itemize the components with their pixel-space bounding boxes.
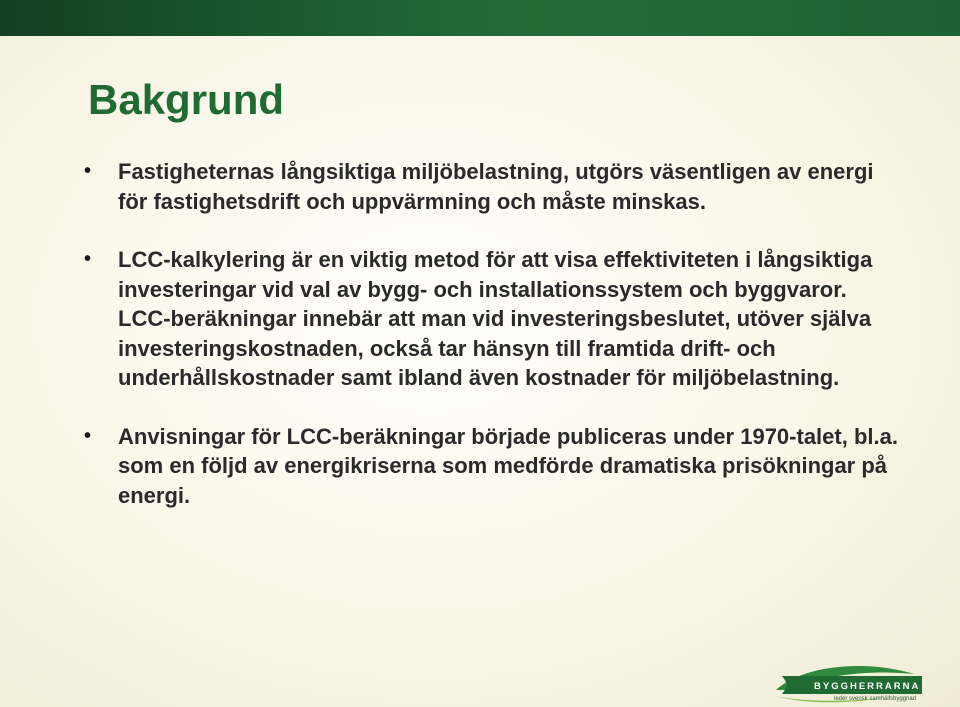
bullet-dot-icon: • xyxy=(84,424,92,447)
byggherrarna-logo xyxy=(774,660,924,706)
logo-name: BYGGHERRARNA xyxy=(814,681,921,692)
slide-title: Bakgrund xyxy=(88,76,285,123)
bullet-text: Fastigheternas långsiktiga miljöbelastning, utgörs väsentligen av energi för fastighetsdrift och uppvärmning och måste minskas. xyxy=(118,159,874,214)
logo-tagline: leder svensk samhällsbyggnad xyxy=(834,696,917,702)
bullet-item xyxy=(0,245,900,393)
bullet-text: LCC-kalkylering är en viktig metod för att visa effektiviteten i långsiktiga investeringar vid val av bygg- och installationssystem och byggvaror. xyxy=(118,247,873,302)
bullet-item xyxy=(0,157,900,216)
bullet-item xyxy=(0,422,900,511)
bullet-continuation-text: LCC-beräkningar innebär att man vid investeringsbeslutet, utöver själva investeringskostnaden, också tar hänsyn till framtida drift- och underhållskostnader samt ibland även kostnader för miljöbelastning. xyxy=(118,306,872,390)
bullet-dot-icon: • xyxy=(84,248,92,270)
top-green-band xyxy=(0,0,960,36)
bullet-list xyxy=(0,157,900,510)
bullet-dot-icon: • xyxy=(84,160,92,182)
bullet-text: Anvisningar för LCC-beräkningar började publiceras under 1970-talet, bl.a. som en följd av energikriserna som medförde dramatiska prisökningar på energi. xyxy=(118,423,898,508)
